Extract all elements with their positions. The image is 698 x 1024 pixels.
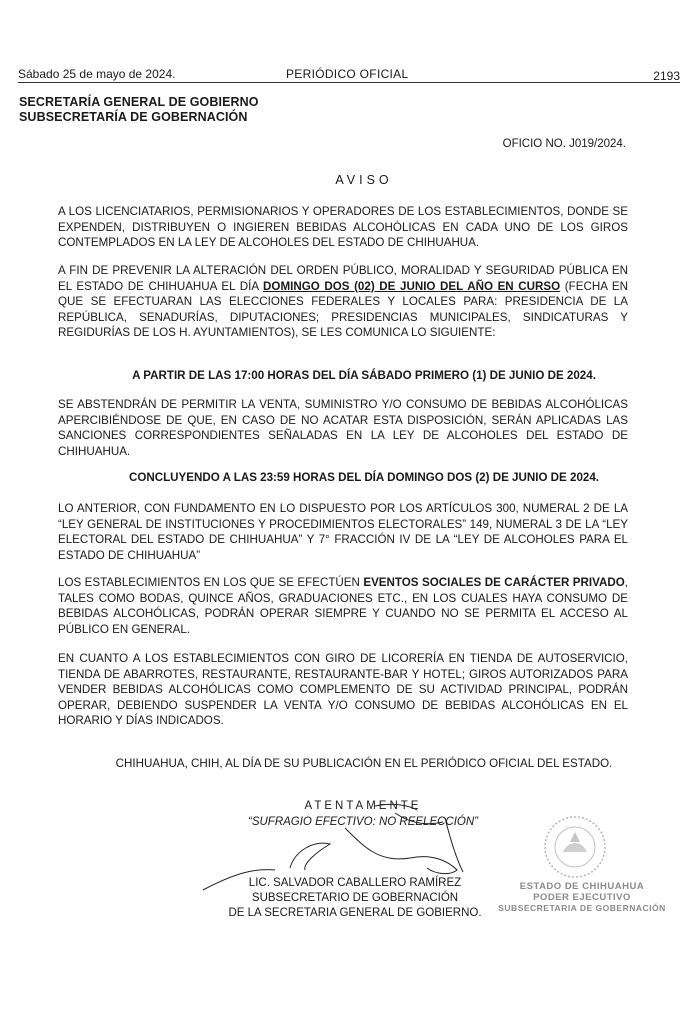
place-line: CHIHUAHUA, CHIH, AL DÍA DE SU PUBLICACIÓN EN EL PERIÓDICO OFICIAL DEL ESTADO. — [115, 757, 613, 770]
paragraph-recipients: A LOS LICENCIATARIOS, PERMISIONARIOS Y OPERADORES DE LOS ESTABLECIMIENTOS, DONDE SE EXPENDEN, DISTRIBUYEN O INGIEREN BEBIDAS ALCOHÓLICAS EN CADA UNO DE LOS GIROS CONTEMPLADOS EN LA LEY DE ALCOHOLES DEL ESTADO DE CHIHUAHUA. — [58, 205, 628, 249]
header-publication: PERIÓDICO OFICIAL — [286, 67, 409, 81]
paragraph-private-events — [58, 575, 628, 637]
issuer-secretaria: SECRETARÍA GENERAL DE GOBIERNO — [19, 95, 259, 109]
signatory-position: SUBSECRETARIO DE GOBERNACIÓN — [251, 892, 459, 904]
closing-motto: “SUFRAGIO EFECTIVO: NO REELECCIÓN” — [247, 816, 479, 828]
header-page-number: 2193 — [653, 69, 680, 83]
page-header — [18, 67, 680, 83]
header-date: Sábado 25 de mayo de 2024. — [18, 67, 176, 81]
paragraph-purpose-before: A FIN DE PREVENIR LA ALTERACIÓN DEL ORDEN PÚBLICO, MORALIDAD Y SEGURIDAD PÚBLICA EN EL ESTADO DE CHIHUAHUA EL DÍA — [58, 264, 628, 293]
stamp-line-executive: PODER EJECUTIVO — [533, 892, 631, 903]
stamp-line-office: SUBSECRETARIA DE GOBERNACIÓN — [498, 903, 666, 913]
oficio-number: OFICIO NO. J019/2024. — [502, 138, 626, 150]
paragraph-legal-basis: LO ANTERIOR, CON FUNDAMENTO EN LO DISPUESTO POR LOS ARTÍCULOS 300, NUMERAL 2 DE LA “LEY GENERAL DE INSTITUCIONES Y PROCEDIMIENTOS ELECTORALES” 149, NUMERAL 3 DE LA “LEY ELECTORAL DEL ESTADO DE CHIHUAHUA” Y 7° FRACCIÓN IV DE LA “LEY DE ALCOHOLES PARA EL ESTADO DE CHIHUAHUA” — [58, 502, 628, 562]
paragraph-private-before: LOS ESTABLECIMIENTOS EN LOS QUE SE EFECTÚEN — [58, 576, 364, 589]
stamp-line-state: ESTADO DE CHIHUAHUA — [519, 881, 645, 892]
document-title: AVISO — [335, 173, 393, 187]
start-time-line: A PARTIR DE LAS 17:00 HORAS DEL DÍA SÁBADO PRIMERO (1) DE JUNIO DE 2024. — [132, 369, 596, 382]
closing-atentamente: ATENTAMENTE — [304, 800, 422, 812]
signatory-name: LIC. SALVADOR CABALLERO RAMÍREZ — [248, 877, 462, 889]
end-time-line: CONCLUYENDO A LAS 23:59 HORAS DEL DÍA DOMINGO DOS (2) DE JUNIO DE 2024. — [128, 471, 600, 484]
paragraph-purpose-date: DOMINGO DOS (02) DE JUNIO DEL AÑO EN CURSO — [263, 279, 561, 293]
paragraph-establishments: EN CUANTO A LOS ESTABLECIMIENTOS CON GIRO DE LICORERÍA EN TIENDA DE AUTOSERVICIO, TIENDA DE ABARROTES, RESTAURANTE, RESTAURANTE-BAR Y HOTEL; GIROS AUTORIZADOS PARA VENDER BEBIDAS ALCOHÓLICAS COMO COMPLEMENTO DE SU ACTIVIDAD PRINCIPAL, PODRÁN OPERAR, DEBIENDO SUSPENDER LA VENTA Y/O CONSUMO DE BEBIDAS ALCOHÓLICAS EN EL HORARIO Y DÍAS INDICADOS. — [58, 652, 628, 727]
paragraph-private-after: , TALES COMO BODAS, QUINCE AÑOS, GRADUACIONES ETC., EN LOS CUALES HAYA CONSUMO DE BEBIDAS ALCOHÓLICAS, PODRÁN OPERAR SIEMPRE Y CUANDO NO SE PERMITA EL ACCESO AL PÚBLICO EN GENERAL. — [58, 576, 629, 636]
state-seal-icon — [530, 812, 620, 882]
paragraph-private-bold: EVENTOS SOCIALES DE CARÁCTER PRIVADO — [363, 576, 625, 589]
issuer-subsecretaria: SUBSECRETARÍA DE GOBERNACIÓN — [19, 110, 248, 124]
paragraph-purpose-after: (FECHA EN QUE SE EFECTUARAN LAS ELECCIONES FEDERALES Y LOCALES PARA: PRESIDENCIA DE LA REPÚBLICA, SENADURÍAS, DIPUTACIONES; PRESIDENCIAS MUNICIPALES, SINDICATURAS Y REGIDURÍAS DE LOS H. AYUNTAMIENTOS), SE LES COMUNICA LO SIGUIENTE: — [58, 279, 629, 339]
paragraph-purpose — [58, 263, 628, 341]
paragraph-prohibition: SE ABSTENDRÁN DE PERMITIR LA VENTA, SUMINISTRO Y/O CONSUMO DE BEBIDAS ALCOHÓLICAS APERCIBIÉNDOSE DE QUE, EN CASO DE NO ACATAR ESTA DISPOSICIÓN, SERÁN APLICADAS LAS SANCIONES CORRESPONDIENTES SEÑALADAS EN LA LEY DE ALCOHOLES DEL ESTADO DE CHIHUAHUA. — [58, 398, 628, 458]
signatory-department: DE LA SECRETARIA GENERAL DE GOBIERNO. — [228, 907, 482, 919]
